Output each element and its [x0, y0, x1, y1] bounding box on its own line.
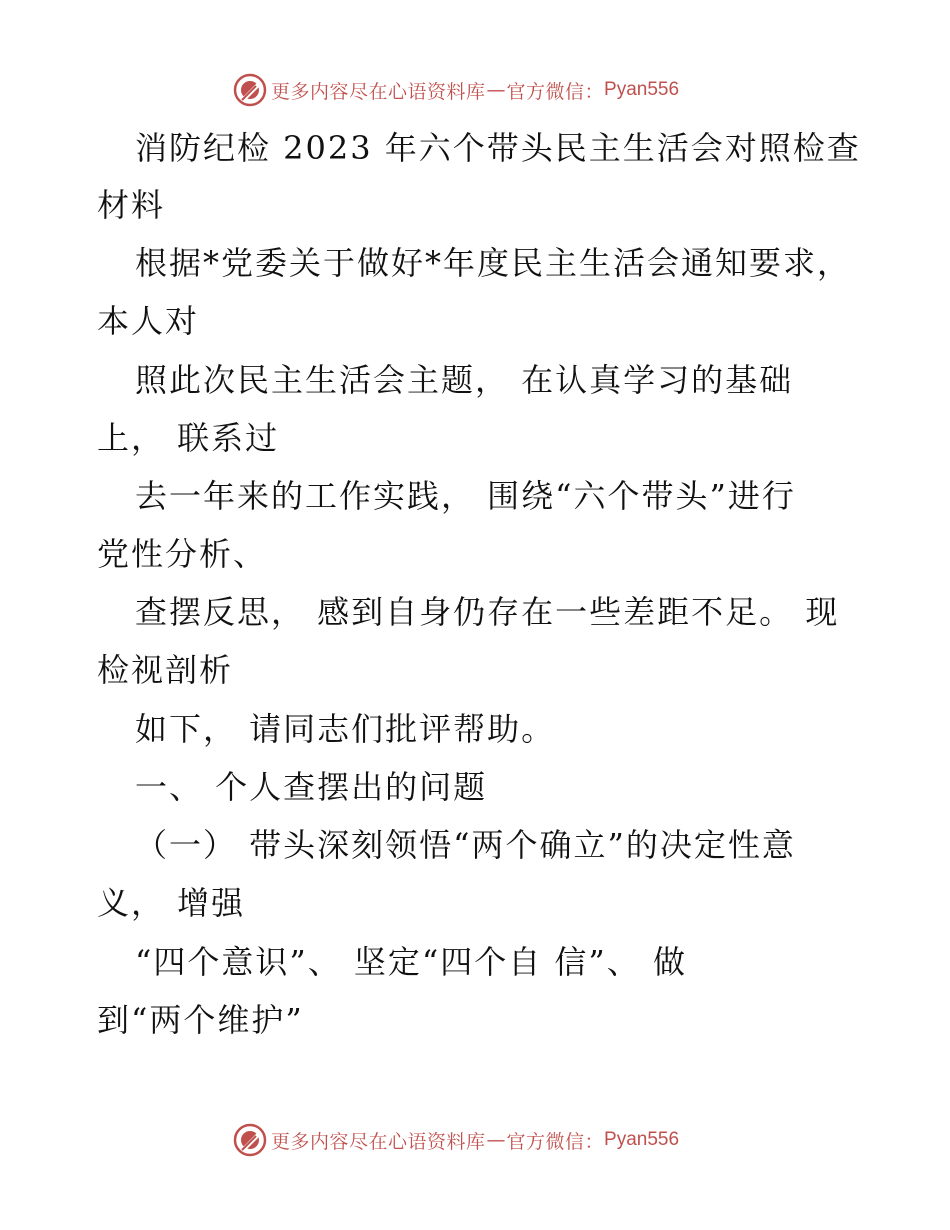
text-line-6: 上， 联系过: [97, 419, 280, 457]
text-line-3: 根据*党委关于做好*年度民主生活会通知要求，: [135, 244, 852, 282]
watermark-official-label: 官方微信：: [506, 1130, 605, 1153]
text-line-1: 消防纪检 2023 年六个带头民主生活会对照检查: [135, 129, 861, 167]
watermark-official-label: 官方微信：: [506, 80, 605, 103]
pen-logo-icon: [233, 73, 267, 107]
watermark-site-text: 更多内容尽在心语资料库: [271, 80, 486, 103]
text-line-10: 检视剖析: [97, 651, 234, 689]
watermark-separator: —: [486, 1129, 506, 1151]
text-line-5: 照此次民主生活会主题， 在认真学习的基础: [135, 361, 794, 399]
text-line-11: 如下， 请同志们批评帮助。: [135, 710, 556, 748]
text-line-2: 材料: [97, 186, 166, 224]
footer-watermark: [233, 1122, 679, 1158]
text-line-16: 到“两个维护”: [97, 1001, 304, 1039]
text-line-15: “四个意识”、 坚定“四个自 信”、 做: [135, 943, 687, 981]
text-line-8: 党性分析、: [97, 535, 268, 573]
watermark-wechat-id: Pyan556: [604, 1129, 680, 1150]
pen-logo-icon: [233, 1123, 267, 1157]
watermark-site-text: 更多内容尽在心语资料库: [271, 1130, 486, 1153]
text-line-4: 本人对: [97, 302, 200, 340]
text-line-14: 义， 增强: [97, 884, 246, 922]
section-heading-1: 一、 个人查摆出的问题: [135, 768, 488, 806]
header-watermark: [233, 72, 679, 108]
text-line-7: 去一年来的工作实践， 围绕“六个带头”进行: [135, 477, 796, 515]
watermark-wechat-id: Pyan556: [604, 79, 680, 100]
subsection-heading-1: （一） 带头深刻领悟“两个确立”的决定性意: [135, 826, 796, 864]
watermark-separator: —: [486, 79, 506, 101]
text-line-9: 查摆反思， 感到自身仍存在一些差距不足。 现: [135, 593, 840, 631]
